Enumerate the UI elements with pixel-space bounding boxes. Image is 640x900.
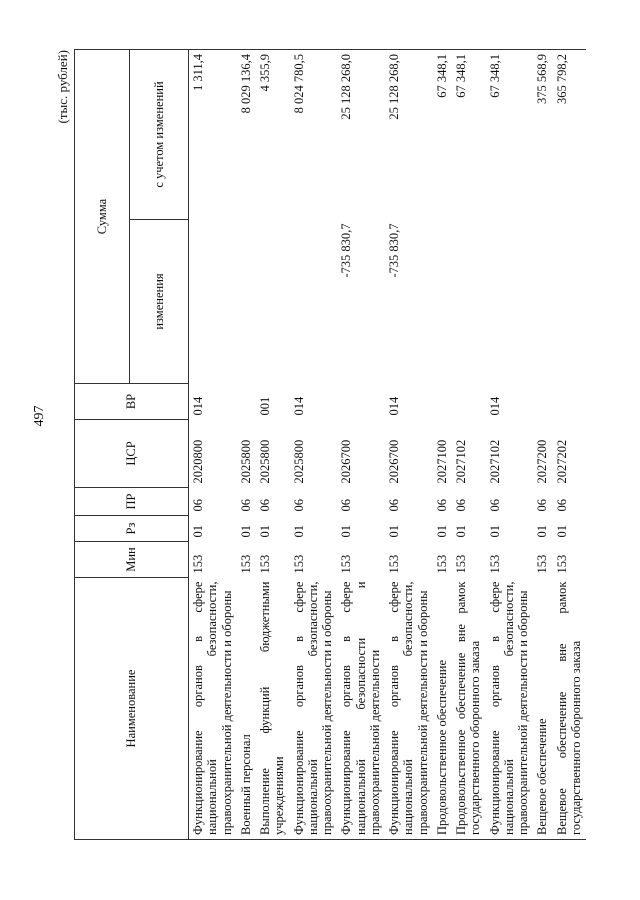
cell-pr: 06 [291, 499, 306, 512]
cell-rz: 01 [487, 525, 502, 538]
cell-vr: 014 [191, 396, 205, 416]
cell-name: Вещевое обеспечение вне рамок государственного оборонного заказа [553, 578, 587, 840]
page-number: 497 [32, 405, 47, 427]
cell-csr: 2025800 [291, 439, 306, 484]
cell-csr: 2026700 [387, 439, 401, 484]
cell-min: 153 [238, 554, 253, 574]
cell-min: 153 [434, 554, 449, 574]
cell-vr [337, 384, 385, 420]
cell-csr: 2025800 [258, 439, 272, 484]
cell-min: 153 [535, 554, 550, 574]
cell-changes [533, 220, 552, 384]
cell-min: 153 [258, 554, 272, 574]
cell-vr [237, 384, 256, 420]
cell-name: Функционирование органов в сфере национальной безопасности, правоохранительной деятельности и обороны [189, 578, 237, 840]
cell-name: Выполнение функций бюджетными учреждениями [256, 578, 290, 840]
table-row [433, 50, 452, 840]
cell-changes: -735 830,7 [387, 223, 401, 278]
cell-rz: 01 [339, 525, 354, 538]
cell-csr: 2027200 [535, 439, 550, 484]
cell-name: Функционирование органов в сфере национальной безопасности и правоохранительной деятельности [337, 578, 385, 840]
cell-total: 365 798,2 [553, 50, 587, 220]
cell-name: Функционирование органов в сфере национальной безопасности, правоохранительной деятельности и обороны [385, 578, 433, 840]
header-name: Наименование [75, 578, 189, 840]
cell-total: 8 029 136,4 [237, 50, 256, 220]
cell-changes [237, 220, 256, 384]
table-row [337, 50, 385, 840]
cell-vr [452, 384, 486, 420]
header-with-changes: с учетом изменений [130, 50, 189, 220]
cell-csr: 2027102 [487, 439, 502, 484]
cell-pr: 06 [387, 499, 401, 512]
cell-changes: -735 830,7 [339, 223, 354, 278]
cell-vr [433, 384, 452, 420]
budget-table [74, 49, 586, 840]
cell-csr: 2027102 [454, 439, 468, 484]
cell-changes [553, 220, 587, 384]
cell-csr: 2025800 [238, 439, 253, 484]
cell-csr: 2026700 [339, 439, 354, 484]
cell-min: 153 [554, 554, 569, 574]
table-row [290, 50, 338, 840]
cell-csr: 2020800 [191, 439, 205, 484]
header-changes: изменения [130, 220, 189, 384]
units-label: (тыс. рублей) [55, 50, 70, 124]
cell-rz: 01 [535, 525, 550, 538]
cell-vr: 014 [387, 396, 401, 416]
cell-vr [553, 384, 587, 420]
cell-csr: 2027100 [434, 439, 449, 484]
table-row [189, 50, 237, 840]
cell-min: 153 [191, 554, 205, 574]
table-row [256, 50, 290, 840]
cell-total: 8 024 780,5 [290, 50, 338, 220]
cell-pr: 06 [554, 499, 569, 512]
cell-name: Функционирование органов в сфере национальной безопасности, правоохранительной деятельности и обороны [290, 578, 338, 840]
cell-min: 153 [487, 554, 502, 574]
cell-total: 4 355,9 [256, 50, 290, 220]
cell-changes [452, 220, 486, 384]
cell-name: Функционирование органов в сфере национальной безопасности, правоохранительной деятельности и обороны [486, 578, 534, 840]
table-row [385, 50, 433, 840]
cell-name: Продовольственное обеспечение вне рамок государственного оборонного заказа [452, 578, 486, 840]
cell-total: 67 348,1 [433, 50, 452, 220]
header-vr: ВР [75, 384, 189, 420]
cell-min: 153 [291, 554, 306, 574]
cell-min: 153 [387, 554, 401, 574]
header-summa: Сумма [75, 50, 130, 384]
cell-rz: 01 [291, 525, 306, 538]
cell-pr: 06 [454, 499, 468, 512]
cell-min: 153 [339, 554, 354, 574]
cell-rz: 01 [258, 525, 272, 538]
cell-name: Продовольственное обеспечение [433, 578, 452, 840]
table-row [553, 50, 587, 840]
cell-pr: 06 [191, 499, 205, 512]
table-row [486, 50, 534, 840]
cell-csr: 2027202 [554, 439, 569, 484]
rotated-page-content [55, 50, 615, 840]
cell-rz: 01 [554, 525, 569, 538]
header-min: Мин [75, 542, 189, 578]
cell-total: 67 348,1 [486, 50, 534, 220]
cell-min: 153 [454, 554, 468, 574]
cell-name: Военный персонал [237, 578, 256, 840]
cell-pr: 06 [487, 499, 502, 512]
header-row-top [75, 50, 130, 840]
cell-total: 1 311,4 [189, 50, 237, 220]
cell-changes [486, 220, 534, 384]
cell-vr [533, 384, 552, 420]
cell-pr: 06 [238, 499, 253, 512]
cell-pr: 06 [535, 499, 550, 512]
cell-vr: 014 [291, 396, 306, 416]
header-csr: ЦСР [75, 420, 189, 488]
cell-rz: 01 [191, 525, 205, 538]
header-rz: Рз [75, 516, 189, 542]
cell-rz: 01 [434, 525, 449, 538]
cell-pr: 06 [339, 499, 354, 512]
cell-changes [256, 220, 290, 384]
cell-total: 375 568,9 [533, 50, 552, 220]
cell-rz: 01 [454, 525, 468, 538]
cell-total: 67 348,1 [452, 50, 486, 220]
table-row [452, 50, 486, 840]
cell-total: 25 128 268,0 [337, 50, 385, 220]
header-pr: ПР [75, 488, 189, 516]
cell-vr: 001 [258, 396, 272, 416]
cell-vr: 014 [487, 396, 502, 416]
cell-changes [290, 220, 338, 384]
cell-total: 25 128 268,0 [385, 50, 433, 220]
cell-rz: 01 [387, 525, 401, 538]
cell-changes [433, 220, 452, 384]
table-row [533, 50, 552, 840]
cell-pr: 06 [434, 499, 449, 512]
cell-pr: 06 [258, 499, 272, 512]
cell-changes [189, 220, 237, 384]
cell-name: Вещевое обеспечение [533, 578, 552, 840]
table-row [237, 50, 256, 840]
cell-rz: 01 [238, 525, 253, 538]
